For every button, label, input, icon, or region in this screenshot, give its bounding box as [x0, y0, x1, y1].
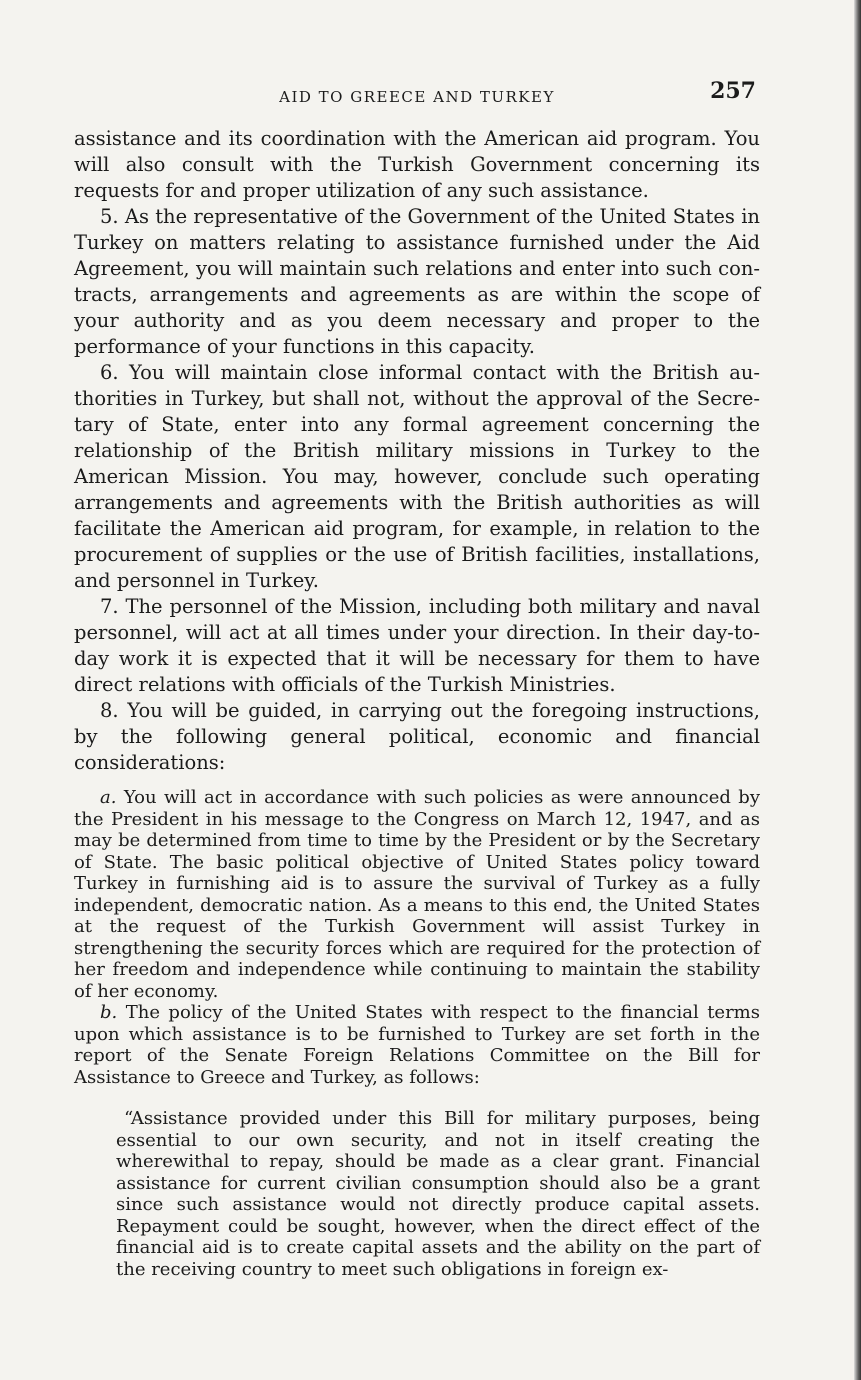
subparagraph-a: [74, 787, 760, 1002]
block-quote: “Assistance provided under this Bill for military purposes, being essential to our own security, and not in itself creating the wherewithal to repay, should be made as a clear grant. Financial assistance for current civilian consumption should also be a grant since such assistance would not directly produce capital assets. Repayment could be sought, however, when the direct effect of the financial aid is to create capital assets and the ability on the part of the receiving country to meet such obligations in foreign ex-: [116, 1108, 760, 1280]
running-head: AID TO GREECE AND TURKEY: [279, 88, 555, 106]
paragraph-7: 7. The personnel of the Mission, including both military and naval personnel, will act at all times under your direction. In their day-to-day work it is expected that it will be necessary for them to have direct relations with officials of the Turkish Ministries.: [74, 595, 760, 696]
subparagraph-a-text: You will act in accordance with such policies as were announced by the President in his message to the Congress on March 12, 1947, and as may be determined from time to time by the President or by the Secretary of State. The basic political objective of United States policy toward Turkey in furnishing aid is to assure the survival of Turkey as a fully independent, democratic nation. As a means to this end, the United States at the request of the Turkish Government will assist Turkey in strengthening the security forces which are required for the protection of her freedom and independence while continuing to maintain the stability of her economy.: [74, 787, 760, 1002]
paragraph-5: 5. As the representative of the Government of the United States in Turkey on matters relating to assistance furnished under the Aid Agreement, you will maintain such relations and enter into such contracts, arrangements and agreements as are within the scope of your authority and as you deem necessary and proper to the performance of your functions in this capacity.: [74, 205, 760, 358]
paragraph-6: 6. You will maintain close informal contact with the British authorities in Turkey, but shall not, without the approval of the Secretary of State, enter into any formal agreement concerning the relationship of the British military missions in Turkey to the American Mission. You may, however, conclude such operating arrangements and agreements with the British authorities as will facilitate the American aid program, for example, in relation to the procurement of supplies or the use of British facilities, installations, and personnel in Turkey.: [74, 361, 760, 592]
subparagraph-b-text: The policy of the United States with respect to the financial terms upon which assistance is to be furnished to Turkey are set forth in the report of the Senate Foreign Relations Committee on the Bill for Assistance to Greece and Turkey, as follows:: [74, 1002, 760, 1088]
subparagraph-a-label: a.: [100, 787, 117, 808]
subparagraph-b-label: b.: [100, 1002, 118, 1023]
paragraph-continued: assistance and its coordination with the American aid program. You will also consult with the Turkish Government concerning its requests for and proper utilization of any such assistance.: [74, 127, 760, 202]
page-number: 257: [710, 78, 756, 104]
page-body: [74, 126, 760, 1280]
paragraph-8: 8. You will be guided, in carrying out the foregoing instructions, by the following general political, economic and financial considerations:: [74, 699, 760, 774]
page-header: [74, 78, 760, 114]
subparagraph-b: [74, 1002, 760, 1088]
page-edge-shadow: [854, 0, 861, 1380]
